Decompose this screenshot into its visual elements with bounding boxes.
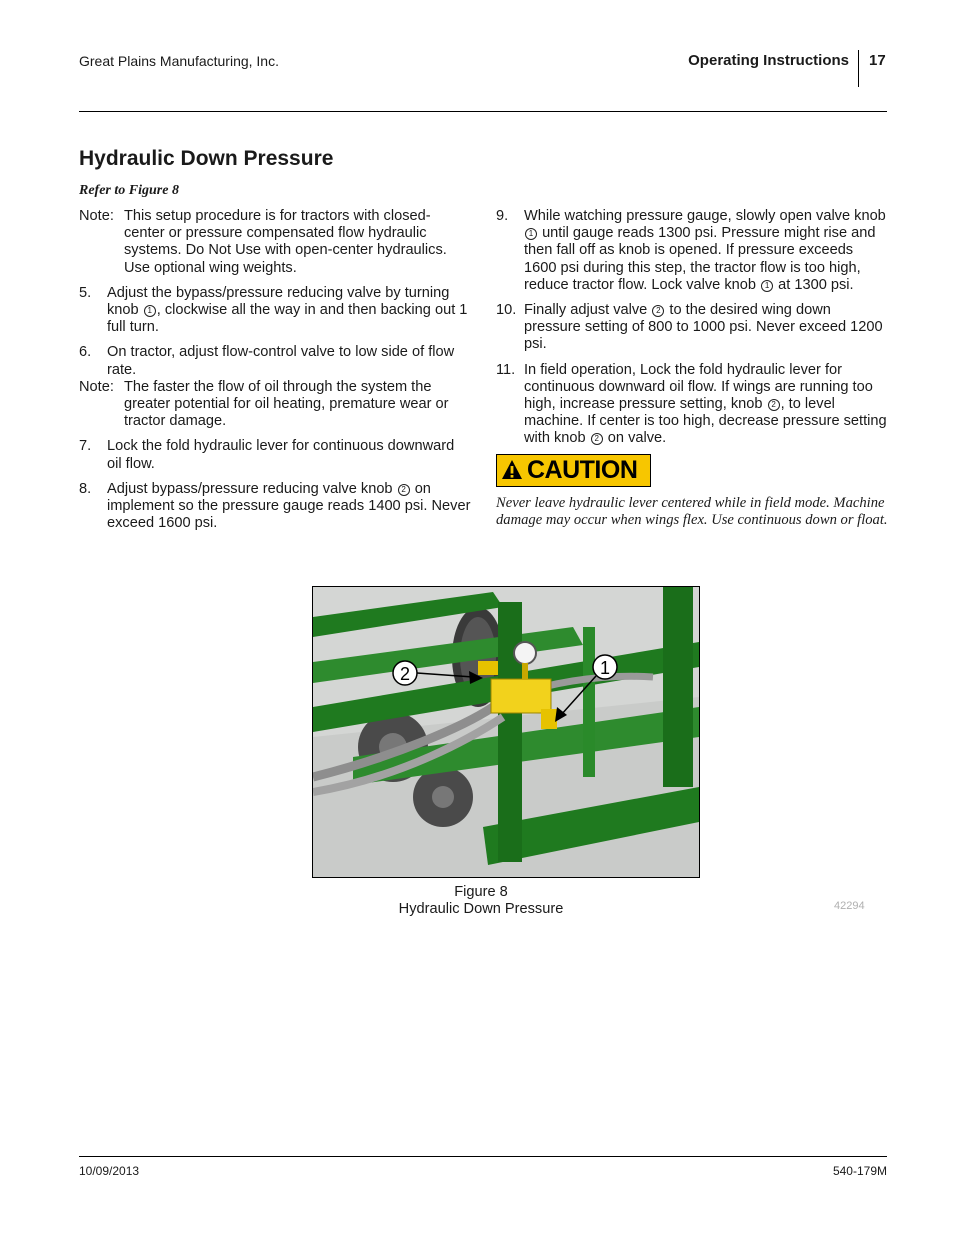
step-text: until gauge reads 1300 psi. Pressure might rise and then fall off as knob is opened. If pressure exceeds 1600 psi during this step, the tractor flow is too high, reduce tractor flow. Lock valve knob [524,225,876,293]
step-text: On tractor, adjust flow-control valve to low side of flow rate. [107,344,455,378]
page-title: Hydraulic Down Pressure [79,147,334,170]
note-2 [79,379,471,431]
step-8 [79,481,471,533]
step-text: to the desired wing down pressure setting of 800 to 1000 psi. Never exceed 1200 psi. [524,302,883,353]
step-number: 6. [79,344,92,361]
warning-triangle-icon [501,459,523,481]
step-11 [496,362,888,448]
figure-caption-title: Hydraulic Down Pressure [398,901,564,917]
note-label: Note: [79,378,114,395]
step-text: Adjust the bypass/pressure reducing valve by turning knob [107,284,450,319]
callout-2-icon: 2 [652,305,664,317]
header-divider [858,50,859,87]
step-number: 7. [79,438,92,455]
note-text: The faster the flow of oil through the system the greater potential for oil heating, premature wear or tractor damage. [124,378,449,430]
step-number: 10. [496,302,517,319]
step-text: on valve. [607,430,667,447]
note-1 [79,208,471,277]
callout-1-icon: 1 [144,305,156,317]
header-rule [79,111,887,112]
callout-1-icon: 1 [525,228,537,240]
figure-callout-2: 2 [399,664,411,684]
note-text: This setup procedure is for tractors with closed-center or pressure compensated flow hydraulic systems. Do Not Use with open-center hydraulics. Use optional wing weights. [124,208,447,276]
callout-1-icon: 1 [761,280,773,292]
callout-2-icon: 2 [591,433,603,445]
caution-badge [496,454,651,487]
step-text: at 1300 psi. [778,276,854,293]
footer-date: 10/09/2013 [79,1164,140,1178]
step-10 [496,302,888,354]
callout-2-icon: 2 [768,399,780,411]
step-number: 9. [496,208,509,224]
step-text: , to level machine. If center is too high, decrease pressure setting with knob [524,396,887,447]
hydraulic-assembly-illustration [313,587,699,877]
step-text: Lock the fold hydraulic lever for continuous downward oil flow. [107,438,455,472]
step-number: 8. [79,480,92,497]
step-text: In field operation, Lock the fold hydraulic lever for continuous downward oil flow. If wings are running too high, increase pressure setting, knob [524,361,873,413]
step-text: While watching pressure gauge, slowly open valve knob [524,208,886,224]
figure-part-number: 42294 [834,900,865,912]
header-company: Great Plains Manufacturing, Inc. [79,53,279,69]
note-label: Note: [79,208,114,224]
right-column [496,208,888,530]
step-5 [79,285,471,337]
step-text: on implement so the pressure gauge reads 1400 psi. Never exceed 1600 psi. [107,480,471,532]
step-6 [79,344,471,378]
caution-label: CAUTION [527,455,638,484]
figure-caption-number: Figure 8 [454,884,508,900]
step-9 [496,208,888,294]
step-number: 5. [79,284,92,301]
left-column [79,208,471,532]
step-number: 11. [496,361,516,378]
page-number: 17 [869,52,886,69]
caution-text: Never leave hydraulic lever centered while in field mode. Machine damage may occur when wings flex. Use continuous down or float. [496,494,888,529]
step-text: Adjust bypass/pressure reducing valve knob [107,480,393,497]
figure-hydraulic-down-pressure [312,586,700,878]
step-text: , clockwise all the way in and then backing out 1 full turn. [107,302,468,336]
callout-2-icon: 2 [398,484,410,496]
step-7 [79,438,471,472]
figure-reference: Refer to Figure 8 [79,183,179,198]
footer-rule [79,1156,887,1157]
figure-callout-1: 1 [599,658,611,678]
step-text: Finally adjust valve [524,302,648,319]
header-section: Operating Instructions [688,52,849,69]
footer-doc-number: 540-179M [832,1164,887,1178]
